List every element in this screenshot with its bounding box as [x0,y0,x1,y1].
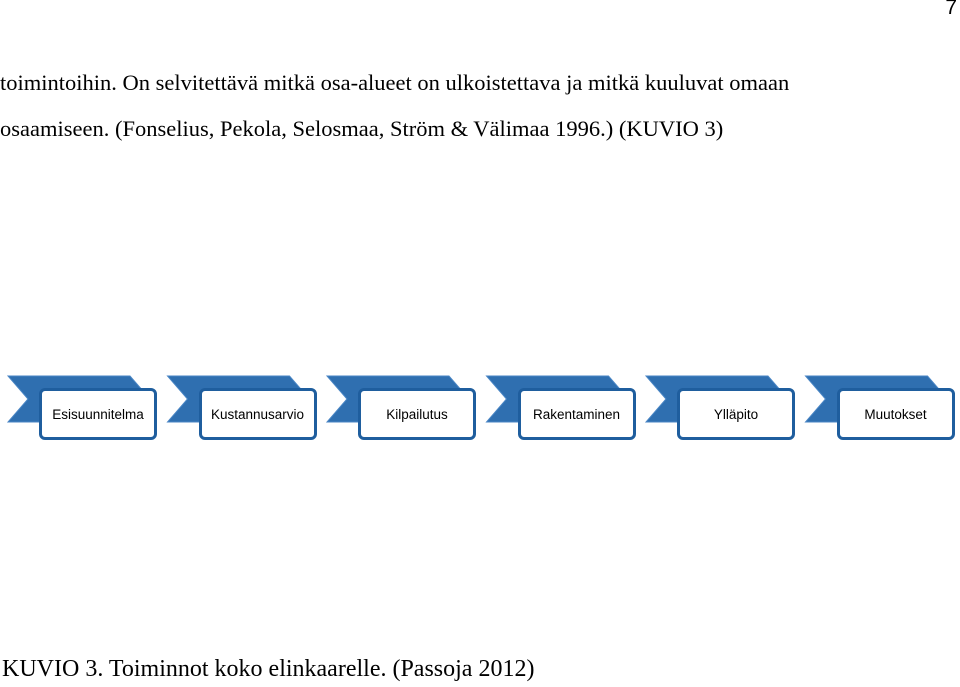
paragraph-line-1: toimintoihin. On selvitettävä mitkä osa-alueet on ulkoistettava ja mitkä kuuluvat omaan [0,70,790,95]
process-diagram [0,366,960,456]
page-number: 7 [945,0,957,19]
step-label: Esisuunnitelma [52,406,144,422]
step-box-yllapito [677,388,795,440]
figure-caption: KUVIO 3. Toiminnot koko elinkaarelle. (Passoja 2012) [2,656,535,682]
step-box-rakentaminen [518,388,636,440]
body-paragraph [0,71,960,141]
step-label: Muutokset [864,406,927,422]
step-box-kustannusarvio [199,388,317,440]
step-label: Kilpailutus [386,406,448,422]
step-box-muutokset [837,388,955,440]
paragraph-line-2: osaamiseen. (Fonselius, Pekola, Selosmaa, Ström & Välimaa 1996.) (KUVIO 3) [0,116,724,141]
step-label: Kustannusarvio [210,406,305,422]
step-box-esisuunnitelma [39,388,157,440]
step-label: Rakentaminen [532,406,621,422]
step-box-kilpailutus [358,388,476,440]
step-label: Ylläpito [713,406,759,422]
